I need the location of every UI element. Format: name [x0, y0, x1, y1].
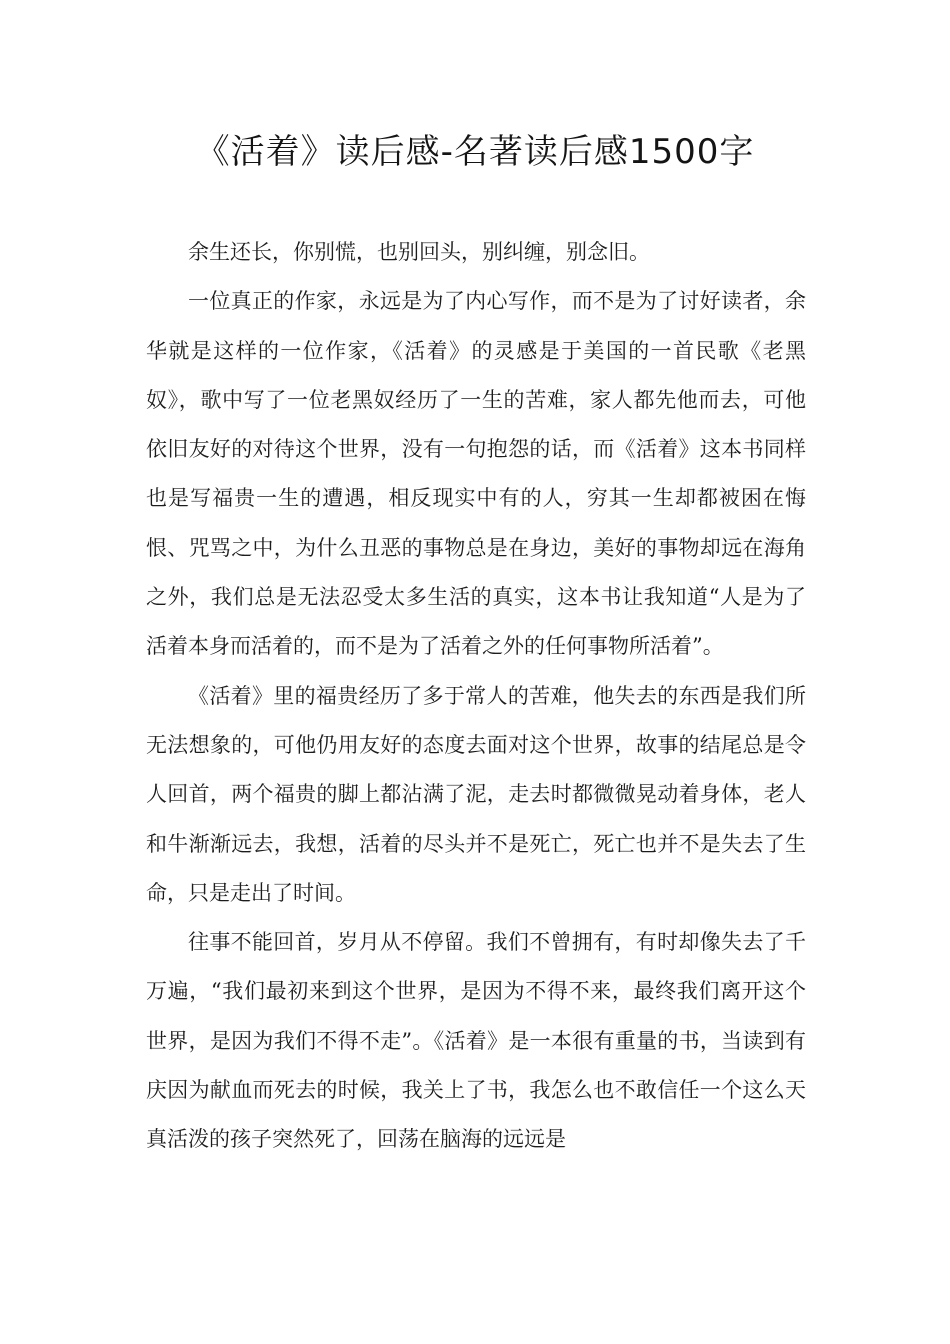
document-title: 《活着》读后感-名著读后感1500字	[195, 132, 755, 172]
document-body	[146, 228, 806, 1165]
paragraph-1: 余生还长，你别慌，也别回头，别纠缠，别念旧。	[188, 240, 650, 264]
paragraph-3: 《活着》里的福贵经历了多于常人的苦难，他失去的东西是我们所无法想象的，可他仍用友好的态度去面对这个世界，故事的结尾总是令人回首，两个福贵的脚上都沾满了泥，走去时都微微晃动着身体，老人和牛渐渐远去，我想，活着的尽头并不是死亡，死亡也并不是失去了生命，只是走出了时间。	[146, 683, 806, 905]
paragraph-2: 一位真正的作家，永远是为了内心写作，而不是为了讨好读者，余华就是这样的一位作家，《活着》的灵感是于美国的一首民歌《老黑奴》，歌中写了一位老黑奴经历了一生的苦难，家人都先他而去，可他依旧友好的对待这个世界，没有一句抱怨的话，而《活着》这本书同样也是写福贵一生的遭遇，相反现实中有的人，穷其一生却都被困在悔恨、咒骂之中，为什么丑恶的事物总是在身边，美好的事物却远在海角之外，我们总是无法忍受太多生活的真实，这本书让我知道“人是为了活着本身而活着的，而不是为了活着之外的任何事物所活着”。	[146, 289, 806, 659]
paragraph-4: 往事不能回首，岁月从不停留。我们不曾拥有，有时却像失去了千万遍，“我们最初来到这个世界，是因为不得不来，最终我们离开这个世界，是因为我们不得不走”。《活着》是一本很有重量的书，当读到有庆因为献血而死去的时候，我关上了书，我怎么也不敢信任一个这么天真活泼的孩子突然死了，回荡在脑海的远远是	[146, 930, 806, 1152]
